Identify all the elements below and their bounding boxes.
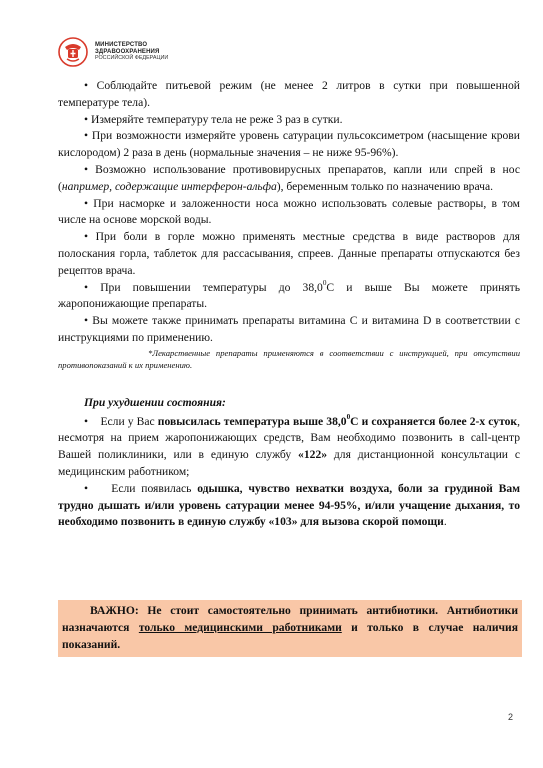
list-item: • При боли в горле можно применять местные средства в виде растворов для полоскания горла, таблеток для рассасывания, спреев. Данные препараты отпускаются без рецептов врача. <box>58 230 520 277</box>
worsening-item: • Если появилась одышка, чувство нехватки воздуха, боли за грудиной Вам трудно дышать и/или уровень сатурации менее 94-95%, и/или учащение дыхания, то необходимо позвонить в единую службу «103» для вызова скорой помощи. <box>58 481 521 529</box>
page-number: 2 <box>508 712 514 722</box>
worsening-item: • Если у Вас повысилась температура выше 38,0$^0$С и сохраняется более 2-х суток, несмотря на прием жаропонижающих средств, Вам необходимо позвонить в call-центр Вашей поликлиники, или в единую службу «122» для дистанционной консультации с медицинским работником; <box>58 412 520 478</box>
bullet: • <box>84 314 89 328</box>
list-item: • Измеряйте температуру тела не реже 3 раз в сутки. <box>84 112 343 126</box>
worsening-heading: При ухудшении состояния: <box>84 395 226 409</box>
bullet: • <box>84 162 89 176</box>
list-item: • Соблюдайте питьевой режим (не менее 2 литров в сутки при повышенной температуре тела). <box>58 79 520 109</box>
ministry-emblem-icon <box>58 37 88 67</box>
bullet: • <box>84 414 89 428</box>
list-item: • Вы можете также принимать препараты витамина С и витамина D в соответствии с инструкциями по применению. <box>58 314 520 344</box>
bullet: • <box>84 196 89 210</box>
list-item: • Возможно использование противовирусных препаратов, капли или спрей в нос (например, содержащие интерферон-альфа), беременным только по назначению врача. <box>58 162 520 193</box>
bullet: • <box>84 481 89 495</box>
ministry-line-3: РОССИЙСКОЙ ФЕДЕРАЦИИ <box>95 55 169 62</box>
bullet: • <box>84 112 89 126</box>
medication-note: *Лекарственные препараты применяются в соответствии с инструкцией, при отсутствии противопоказаний к их применению. <box>58 347 520 371</box>
document-body <box>58 78 520 531</box>
bullet: • <box>84 230 89 244</box>
ministry-line-1: МИНИСТЕРСТВО <box>95 42 148 49</box>
antibiotics-warning: ВАЖНО: Не стоит самостоятельно принимать антибиотики. Антибиотики назначаются только медицинскими работниками и только в случае наличия показаний. <box>58 600 522 657</box>
bullet: • <box>84 129 89 143</box>
list-item: • При насморке и заложенности носа можно использовать солевые растворы, в том числе на основе морской воды. <box>58 196 520 227</box>
list-item: • При возможности измеряйте уровень сатурации пульсоксиметром (насыщение крови кислородом) 2 раза в день (нормальные значения – не ниже 95-96%). <box>58 129 520 160</box>
ministry-line-2: ЗДРАВООХРАНЕНИЯ <box>95 48 160 55</box>
bullet: • <box>84 79 89 92</box>
ministry-header <box>58 37 168 67</box>
bullet: • <box>84 280 89 294</box>
list-item: • При повышении температуры до 38,0$^0$С и выше Вы можете принять жаропонижающие препараты. <box>58 278 520 311</box>
